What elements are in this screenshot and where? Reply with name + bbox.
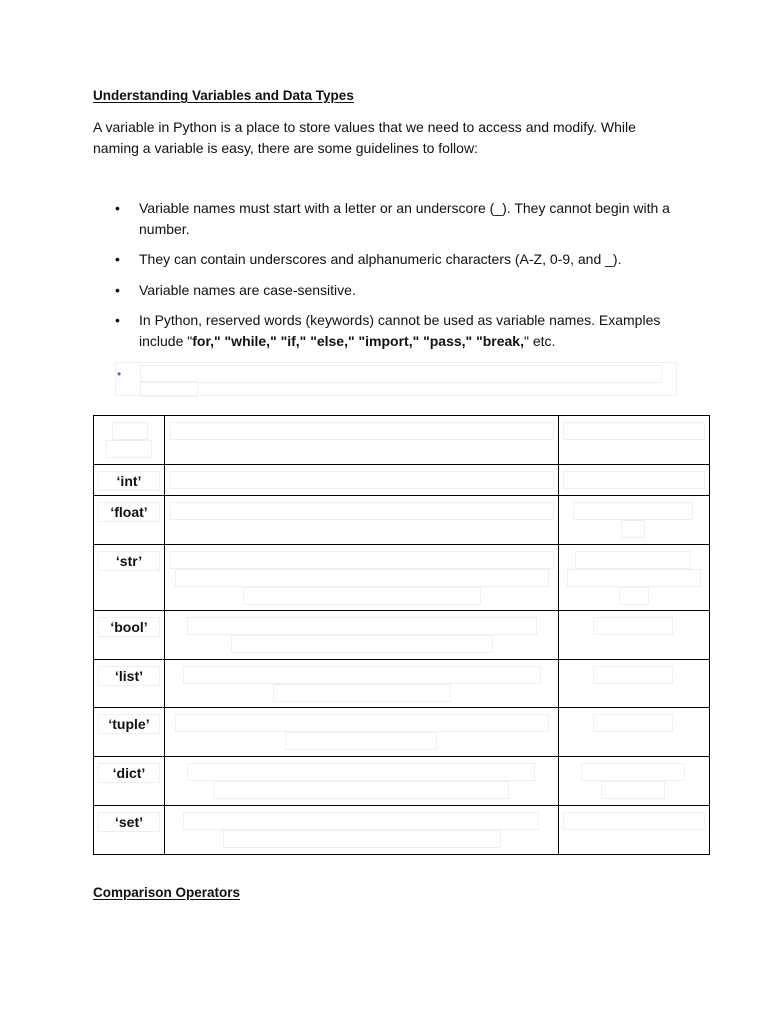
bullet-icon: • bbox=[115, 312, 120, 328]
type-name: ‘tuple’ bbox=[98, 714, 160, 734]
rule-text: Variable names must start with a letter or an underscore (_). They cannot begin with a number. bbox=[139, 200, 670, 237]
empty-list-item-placeholder bbox=[115, 362, 677, 396]
rule-prefix: In Python, reserved words (keywords) cannot be used as variable names. Examples include " bbox=[139, 312, 661, 349]
type-name-cell bbox=[94, 611, 165, 660]
text-placeholder bbox=[621, 520, 645, 538]
text-placeholder bbox=[601, 781, 665, 799]
table-cell bbox=[559, 708, 710, 757]
text-placeholder bbox=[593, 714, 673, 732]
text-placeholder bbox=[593, 666, 673, 684]
table-cell bbox=[94, 416, 165, 465]
text-placeholder bbox=[170, 502, 554, 520]
text-placeholder bbox=[140, 381, 198, 397]
table-row bbox=[94, 545, 710, 611]
table-cell bbox=[165, 611, 559, 660]
text-placeholder bbox=[183, 666, 541, 684]
text-placeholder bbox=[183, 812, 539, 830]
bullet-icon: • bbox=[115, 281, 120, 298]
type-name-cell bbox=[94, 708, 165, 757]
type-name-cell bbox=[94, 545, 165, 611]
text-placeholder bbox=[285, 732, 437, 750]
rule-suffix: " etc. bbox=[523, 332, 556, 349]
type-name-cell bbox=[94, 660, 165, 708]
table-row bbox=[94, 465, 710, 496]
type-name: ‘list’ bbox=[98, 666, 160, 686]
table-cell bbox=[165, 545, 559, 611]
rule-text: Variable names are case-sensitive. bbox=[139, 281, 356, 298]
text-placeholder bbox=[140, 365, 662, 383]
text-placeholder bbox=[187, 617, 537, 635]
text-placeholder bbox=[593, 617, 673, 635]
text-placeholder bbox=[175, 714, 549, 732]
data-types-table bbox=[93, 415, 710, 855]
text-placeholder bbox=[175, 569, 549, 587]
text-placeholder bbox=[106, 440, 152, 458]
text-placeholder bbox=[563, 422, 705, 440]
naming-rules-list bbox=[93, 198, 683, 361]
text-placeholder bbox=[575, 551, 691, 569]
list-item bbox=[93, 249, 683, 270]
text-placeholder bbox=[213, 781, 509, 799]
text-placeholder bbox=[567, 569, 701, 587]
type-name: ‘int’ bbox=[98, 471, 160, 491]
text-placeholder bbox=[581, 763, 685, 781]
table-row bbox=[94, 806, 710, 855]
type-name: ‘set’ bbox=[98, 812, 160, 832]
text-placeholder bbox=[170, 471, 554, 489]
table-row bbox=[94, 660, 710, 708]
table-row bbox=[94, 757, 710, 806]
type-name: ‘float’ bbox=[98, 502, 160, 522]
list-item bbox=[93, 198, 683, 239]
text-placeholder bbox=[573, 502, 693, 520]
text-placeholder bbox=[187, 763, 535, 781]
rule-text: They can contain underscores and alphanumeric characters (A-Z, 0-9, and _). bbox=[139, 251, 622, 267]
bullet-icon: • bbox=[115, 251, 120, 267]
table-cell bbox=[559, 660, 710, 708]
text-placeholder bbox=[243, 587, 481, 605]
table-cell bbox=[165, 757, 559, 806]
table-cell bbox=[165, 806, 559, 855]
table-cell bbox=[165, 465, 559, 496]
table-cell bbox=[165, 416, 559, 465]
table-cell bbox=[559, 465, 710, 496]
table-row bbox=[94, 708, 710, 757]
table-cell bbox=[165, 660, 559, 708]
list-item bbox=[93, 280, 683, 301]
section-heading-variables: Understanding Variables and Data Types bbox=[93, 88, 354, 103]
type-name: ‘dict’ bbox=[98, 763, 160, 783]
type-name: ‘str’ bbox=[98, 551, 160, 571]
table-cell bbox=[559, 545, 710, 611]
text-placeholder bbox=[170, 422, 554, 440]
bullet-icon: • bbox=[117, 367, 122, 381]
text-placeholder bbox=[223, 830, 501, 848]
table-cell bbox=[559, 496, 710, 545]
type-name-cell bbox=[94, 465, 165, 496]
text-placeholder bbox=[231, 635, 493, 653]
bullet-icon: • bbox=[115, 200, 120, 216]
text-placeholder bbox=[170, 551, 554, 569]
text-placeholder bbox=[112, 422, 148, 440]
type-name-cell bbox=[94, 496, 165, 545]
table-row bbox=[94, 611, 710, 660]
intro-paragraph: A variable in Python is a place to store values that we need to access and modify. While naming a variable is easy, there are some guidelines to follow: bbox=[93, 119, 636, 156]
table-cell bbox=[559, 806, 710, 855]
text-placeholder bbox=[563, 812, 705, 830]
table-cell bbox=[165, 708, 559, 757]
table-row bbox=[94, 496, 710, 545]
type-name-cell bbox=[94, 806, 165, 855]
table-cell bbox=[559, 757, 710, 806]
text-placeholder bbox=[563, 471, 705, 489]
table-cell bbox=[165, 496, 559, 545]
text-placeholder bbox=[273, 684, 451, 702]
table-cell bbox=[559, 611, 710, 660]
table-cell bbox=[559, 416, 710, 465]
type-name: ‘bool’ bbox=[98, 617, 160, 637]
section-heading-comparison-operators: Comparison Operators bbox=[93, 885, 241, 900]
table-header-row bbox=[94, 416, 710, 465]
keyword-examples: for," "while," "if," "else," "import," "pass," "break, bbox=[192, 332, 524, 349]
rule-text bbox=[139, 312, 660, 349]
text-placeholder bbox=[619, 587, 649, 605]
type-name-cell bbox=[94, 757, 165, 806]
list-item bbox=[93, 310, 683, 351]
